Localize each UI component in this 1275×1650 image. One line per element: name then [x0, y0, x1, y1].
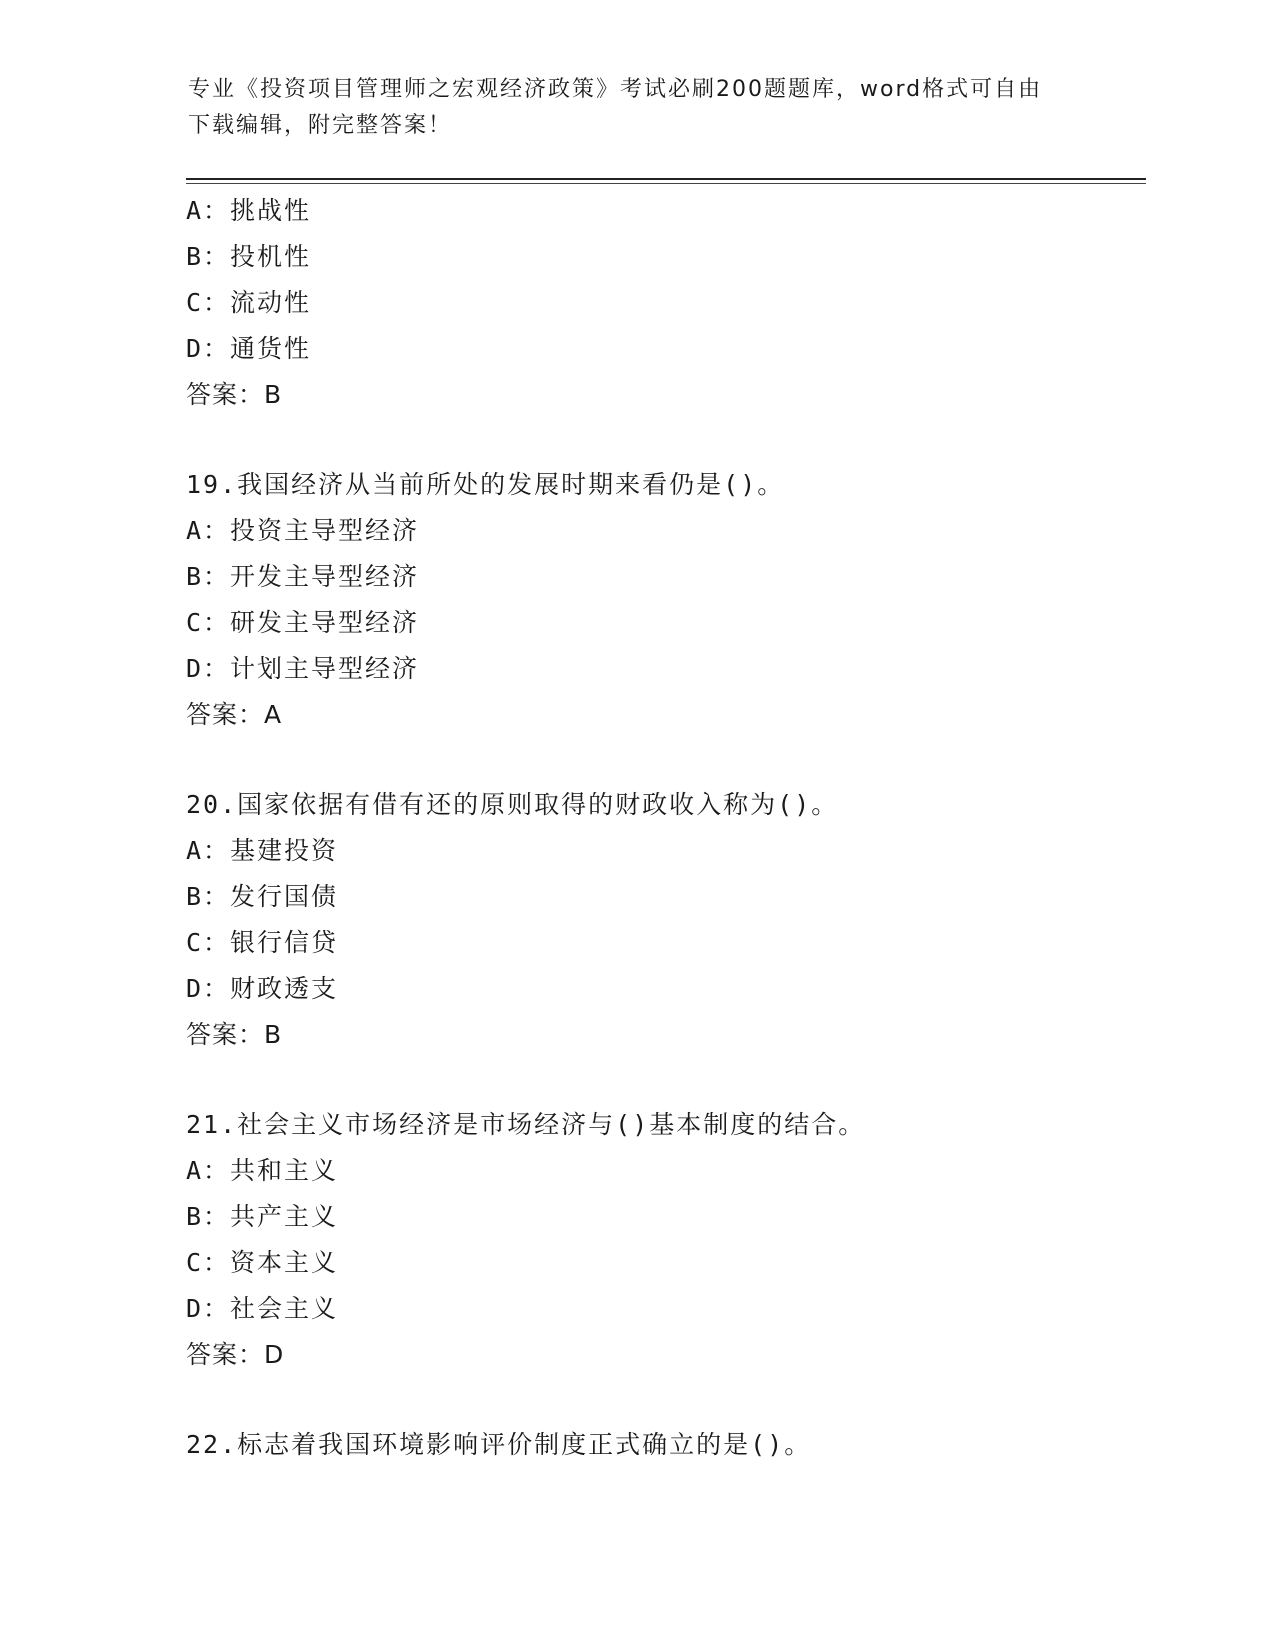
document-header — [188, 72, 1088, 144]
question-22 — [186, 1422, 1146, 1468]
header-line-1: 专业《投资项目管理师之宏观经济政策》考试必刷200题题库，word格式可自由 — [188, 77, 1043, 102]
answer-line: 答案：D — [186, 1340, 285, 1369]
header-divider-thick — [186, 178, 1146, 180]
question-text: 20.国家依据有借有还的原则取得的财政收入称为()。 — [186, 790, 839, 819]
answer-line: 答案：B — [186, 380, 283, 409]
option-c: C：流动性 — [186, 288, 312, 317]
question-21 — [186, 1102, 1146, 1378]
option-d: D：社会主义 — [186, 1294, 339, 1323]
option-d: D：财政透支 — [186, 974, 339, 1003]
answer-line: 答案：A — [186, 700, 283, 729]
header-line-2: 下载编辑，附完整答案！ — [188, 113, 453, 138]
question-text: 19.我国经济从当前所处的发展时期来看仍是()。 — [186, 470, 785, 499]
header-divider-thin — [186, 183, 1146, 184]
option-a: A：共和主义 — [186, 1156, 339, 1185]
option-a: A：投资主导型经济 — [186, 516, 420, 545]
question-text: 21.社会主义市场经济是市场经济与()基本制度的结合。 — [186, 1110, 866, 1139]
option-b: B：开发主导型经济 — [186, 562, 420, 591]
option-d: D：通货性 — [186, 334, 312, 363]
option-b: B：发行国债 — [186, 882, 339, 911]
option-a: A：基建投资 — [186, 836, 339, 865]
option-b: B：共产主义 — [186, 1202, 339, 1231]
option-c: C：资本主义 — [186, 1248, 339, 1277]
question-19 — [186, 462, 1146, 738]
question-text: 22.标志着我国环境影响评价制度正式确立的是()。 — [186, 1430, 812, 1459]
option-c: C：银行信贷 — [186, 928, 339, 957]
option-a: A：挑战性 — [186, 196, 312, 225]
option-d: D：计划主导型经济 — [186, 654, 420, 683]
option-c: C：研发主导型经济 — [186, 608, 420, 637]
answer-line: 答案：B — [186, 1020, 283, 1049]
question-list — [186, 188, 1146, 1468]
option-b: B：投机性 — [186, 242, 312, 271]
question-18 — [186, 188, 1146, 418]
question-20 — [186, 782, 1146, 1058]
